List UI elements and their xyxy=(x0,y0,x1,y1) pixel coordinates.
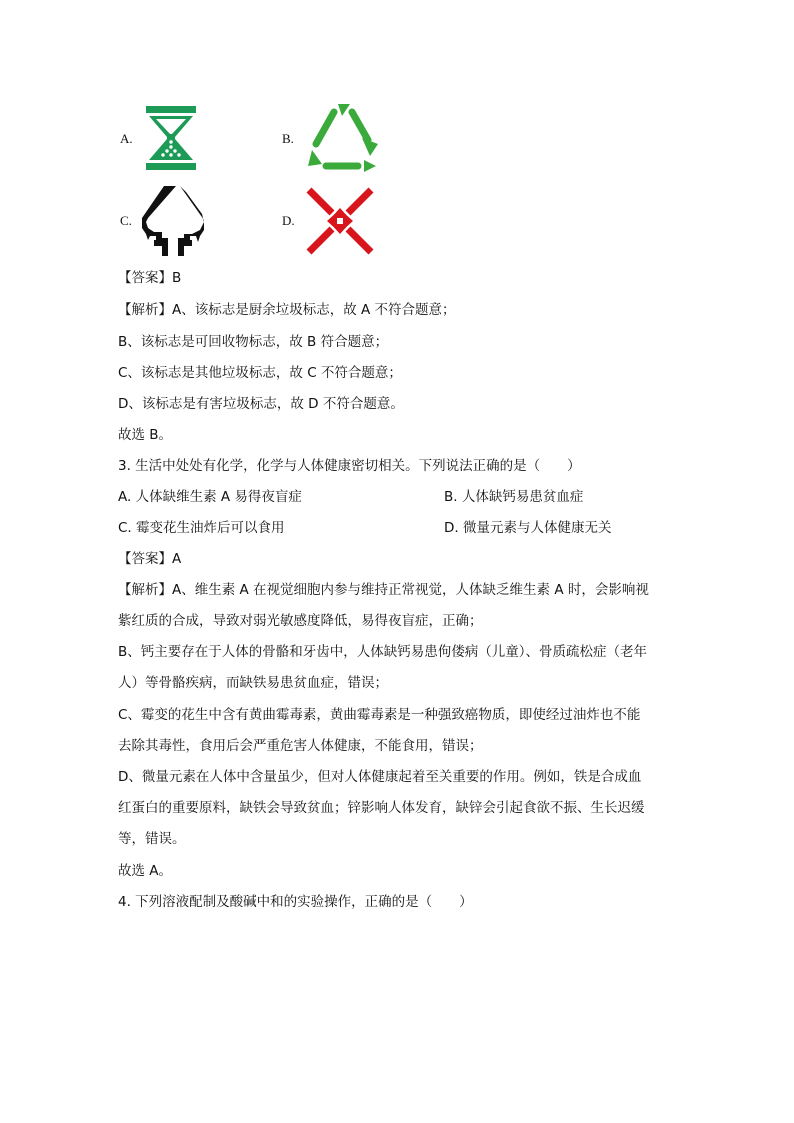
recyclable-icon xyxy=(302,100,384,174)
q4-stem: 4. 下列溶液配制及酸碱中和的实验操作，正确的是（ ） xyxy=(118,894,473,910)
q3-analysis-line-8: 红蛋白的重要原料，缺铁会导致贫血；锌影响人体发育，缺锌会引起食欲不振、生长迟缓 xyxy=(118,800,645,816)
q3-answer: 【答案】A xyxy=(118,551,182,567)
q2-conclusion: 故选 B。 xyxy=(118,427,173,443)
option-d-label: D. xyxy=(282,213,295,228)
q3-analysis-line-4: 人）等骨骼疾病，而缺铁易患贫血症，错误； xyxy=(118,675,388,691)
q3-analysis-line-7: D、微量元素在人体中含量虽少，但对人体健康起着至关重要的作用。例如，铁是合成血 xyxy=(118,769,642,785)
q3-analysis-line-9: 等，错误。 xyxy=(118,831,186,847)
q3-analysis-line-3: B、钙主要存在于人体的骨骼和牙齿中，人体缺钙易患佝偻病（儿童）、骨质疏松症（老年 xyxy=(118,644,648,660)
q2-analysis-line-2: B、该标志是可回收物标志，故 B 符合题意； xyxy=(118,334,389,350)
q2-analysis-line-4: D、该标志是有害垃圾标志，故 D 不符合题意。 xyxy=(118,396,404,412)
q3-stem: 3. 生活中处处有化学，化学与人体健康密切相关。下列说法正确的是（ ） xyxy=(118,458,581,474)
q2-analysis-line-1: 【解析】A、该标志是厨余垃圾标志，故 A 不符合题意； xyxy=(118,302,456,318)
q3-analysis-line-5: C、霉变的花生中含有黄曲霉毒素，黄曲霉毒素是一种强致癌物质，即使经过油炸也不能 xyxy=(118,707,641,723)
q3-analysis-line-2: 紫红质的合成，导致对弱光敏感度降低，易得夜盲症，正确； xyxy=(118,613,483,629)
q2-answer: 【答案】B xyxy=(118,270,182,286)
option-a-label: A. xyxy=(120,131,133,146)
q2-analysis-line-3: C、该标志是其他垃圾标志，故 C 不符合题意； xyxy=(118,365,402,381)
q3-option-a: A. 人体缺维生素 A 易得夜盲症 xyxy=(118,489,302,505)
q3-option-c: C. 霉变花生油炸后可以食用 xyxy=(118,520,285,536)
q3-option-d: D. 微量元素与人体健康无关 xyxy=(444,520,612,536)
kitchen-waste-icon xyxy=(143,104,199,172)
q3-option-b: B. 人体缺钙易患贫血症 xyxy=(444,489,584,505)
option-b-label: B. xyxy=(282,131,294,146)
q3-analysis-line-6: 去除其毒性，食用后会严重危害人体健康，不能食用，错误； xyxy=(118,738,483,754)
q3-analysis-line-1: 【解析】A、维生素 A 在视觉细胞内参与维持正常视觉，人体缺乏维生素 A 时，会影响视 xyxy=(118,582,649,598)
q3-conclusion: 故选 A。 xyxy=(118,863,173,879)
option-c-label: C. xyxy=(120,213,132,228)
other-waste-icon xyxy=(140,184,206,258)
hazardous-waste-icon xyxy=(305,186,375,256)
